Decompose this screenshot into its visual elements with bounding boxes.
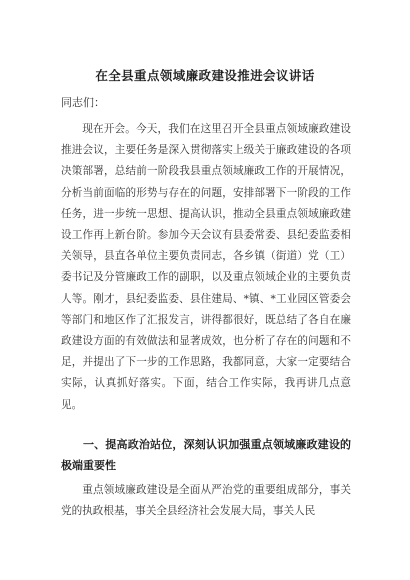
document-title: 在全县重点领域廉政建设推进会议讲话 bbox=[95, 68, 315, 83]
body-paragraph: 现在开会。今天，我们在这里召开全县重点领域廉政建设推进会议，主要任务是深入贯彻落实上级关于廉政建设的各项决策部署，总结前一阶段我县重点领域廉政工作的开展情况，分析当前面临的形势与存在的问题，安排部署下一阶段的工作任务，进一步统一思想、提高认识，推动全县重点领域廉政建设工作再上新台阶。参加今天会议有县委常委、县纪委监委相关领导，县直各单位主要负责同志，各乡镇（街道）党（工）委书记及分管廉政工作的副职，以及重点领域企业的主要负责人等。刚才，县纪委监委、县住建局、*镇、*工业园区管委会等部门和地区作了汇报发言，讲得都很好，既总结了各自在廉政建设方面的有效做法和显著成效，也分析了存在的问题和不足，并提出了下一步的工作思路，我都同意，大家一定要结合实际，认真抓好落实。下面，结合工作实际，我再讲几点意见。 bbox=[61, 123, 351, 411]
section-paragraph: 重点领域廉政建设是全面从严治党的重要组成部分，事关党的执政根基，事关全县经济社会发展大局，事关人民 bbox=[61, 484, 351, 518]
salutation: 同志们： bbox=[61, 96, 105, 109]
section-heading: 一、提高政治站位，深刻认识加强重点领域廉政建设的极端重要性 bbox=[61, 438, 351, 473]
